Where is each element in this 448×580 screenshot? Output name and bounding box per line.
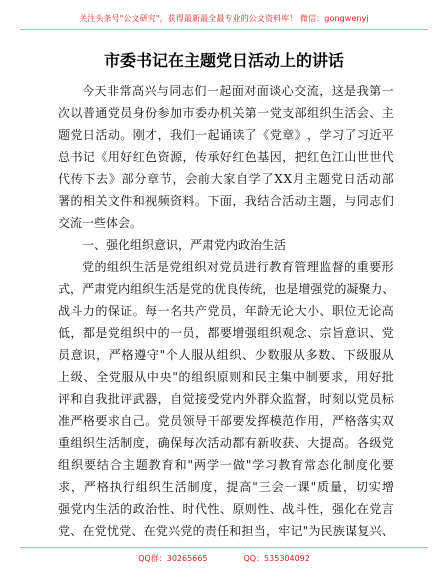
body-line: 署 的 相 关 文 件 和 视 频 资 料 。 下 面 ， 我 结 合 活 动 主 题 ， 与 同 志 们 bbox=[58, 194, 394, 208]
body-line: 党 的 组 织 生 活 是 党 组 织 对 党 员 进 行 教 育 管 理 监 督 的 重 要 形 bbox=[82, 260, 394, 274]
body-line: 上 级 、 全 党 服 从 中 央 " 的 组 织 原 则 和 民 主 集 中 制 要 求 ， 用 好 批 bbox=[58, 370, 394, 384]
body-line: 今 天 非 常 高 兴 与 同 志 们 一 起 面 对 面 谈 心 交 流 ， 这 是 我 第 一 bbox=[82, 84, 394, 98]
section-heading: 一、强化组织意识，严肃党内政治生活 bbox=[82, 238, 287, 252]
body-line: 式 ， 严 肃 党 内 组 织 生 活 是 党 的 优 良 传 统 ， 也 是 增 强 党 的 凝 聚 力 、 bbox=[58, 282, 394, 296]
footer-banner bbox=[20, 547, 428, 568]
document-title: 市委书记在主题党日活动上的讲话 bbox=[103, 51, 344, 70]
body-line: 总 书 记 《 用 好 红 色 资 源 ， 传 承 好 红 色 基 因 ， 把 红 色 江 山 世 世 代 bbox=[58, 150, 394, 164]
footer-qq-group: QQ群：30265665 bbox=[138, 553, 208, 563]
header-banner-text: 关注头条号"公文研究"，获得最新最全最专业的公文资料库！ 微信：gongwenyj bbox=[79, 13, 369, 23]
footer-qq: QQ：535304092 bbox=[243, 553, 310, 563]
body-line: 战 斗 力 的 保 证 。 每 一 名 共 产 党 员 ， 年 龄 无 论 大 小 、 职 位 无 论 高 bbox=[58, 304, 394, 318]
body-line: 代 传 下 去 》 部 分 章 节 ， 会 前 大 家 自 学 了 X X 月 主 题 党 日 活 动 部 bbox=[58, 172, 394, 186]
body-line: 党 、 在 党 忧 党 、 在 党 兴 党 的 责 任 和 担 当 ， 牢 记 " 为 民 族 谋 复 兴 、 bbox=[58, 524, 394, 538]
body-line: 交流一些体会。 bbox=[58, 216, 143, 230]
document-body bbox=[58, 80, 394, 542]
body-line: 准 严 格 要 求 自 己 。 党 员 领 导 干 部 要 发 挥 模 范 作 用 ， 严 格 落 实 双 bbox=[58, 414, 394, 428]
body-line: 评 和 自 我 批 评 武 器 ， 自 觉 接 受 党 内 外 群 众 监 督 ， 时 刻 以 党 员 标 bbox=[58, 392, 394, 406]
body-line: 重 组 织 生 活 制 度 ， 确 保 每 次 活 动 都 有 新 收 获 、 大 提 高 。 各 级 党 bbox=[58, 436, 394, 450]
header-banner bbox=[20, 7, 428, 30]
body-line: 组 织 要 结 合 主 题 教 育 和 " 两 学 一 做 " 学 习 教 育 常 态 化 制 度 化 要 bbox=[58, 458, 394, 472]
body-line: 强 党 内 生 活 的 政 治 性 、 时 代 性 、 原 则 性 、 战 斗 性 ， 强 化 在 党 言 bbox=[58, 502, 394, 516]
body-line: 低 ， 都 是 党 组 织 中 的 一 员 ， 都 要 增 强 组 织 观 念 、 宗 旨 意 识 、 党 bbox=[58, 326, 394, 340]
body-line: 求 ， 严 格 执 行 组 织 生 活 制 度 ， 提 高 " 三 会 一 课 " 质 量 ， 切 实 增 bbox=[58, 480, 394, 494]
body-line: 员 意 识 ， 严 格 遵 守 " 个 人 服 从 组 织 、 少 数 服 从 多 数 、 下 级 服 从 bbox=[58, 348, 394, 362]
body-line: 次 以 普 通 党 员 身 份 参 加 市 委 办 机 关 第 一 党 支 部 组 织 生 活 会 、 主 bbox=[58, 106, 394, 120]
body-line: 题 党 日 活 动 。 刚 才 ， 我 们 一 起 诵 读 了 《 党 章 》 ， 学 习 了 习 近 平 bbox=[58, 128, 394, 142]
